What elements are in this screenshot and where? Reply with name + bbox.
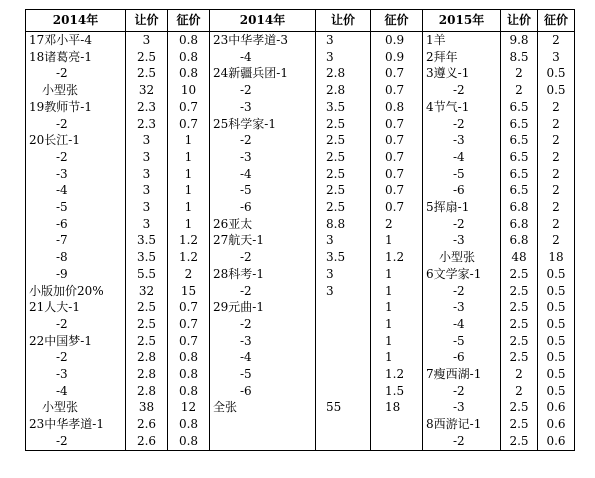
stamp-name-cell: 23中华孝道-3 xyxy=(210,32,316,49)
stamp-name-cell: 18诸葛亮-1 xyxy=(26,49,126,66)
stamp-name-cell: 1羊 xyxy=(423,32,501,49)
stamp-name-cell: 22中国梦-1 xyxy=(26,333,126,350)
wanted-price-cell: 0.5 xyxy=(538,366,575,383)
table-row xyxy=(26,349,575,366)
table-row xyxy=(26,399,575,416)
table-row xyxy=(26,149,575,166)
stamp-name-cell: -3 xyxy=(210,333,316,350)
stamp-name-cell: -2 xyxy=(26,316,126,333)
offer-price-cell: 2.5 xyxy=(126,316,168,333)
offer-price-cell: 2.5 xyxy=(501,349,538,366)
stamp-name-cell: -3 xyxy=(423,299,501,316)
offer-price-cell: 2.6 xyxy=(126,433,168,450)
table-row xyxy=(26,199,575,216)
table-row xyxy=(26,283,575,300)
offer-price-cell xyxy=(316,349,371,366)
offer-price-cell: 3 xyxy=(126,132,168,149)
offer-price-cell: 6.8 xyxy=(501,199,538,216)
offer-price-cell: 3 xyxy=(126,199,168,216)
stamp-name-cell: 5挥扇-1 xyxy=(423,199,501,216)
stamp-name-cell: 8西游记-1 xyxy=(423,416,501,433)
wanted-price-cell: 0.9 xyxy=(371,49,423,66)
wanted-price-cell: 0.8 xyxy=(168,65,210,82)
wanted-price-cell: 0.6 xyxy=(538,399,575,416)
stamp-name-cell: -2 xyxy=(26,65,126,82)
wanted-price-cell: 1 xyxy=(168,132,210,149)
offer-price-cell: 2.6 xyxy=(126,416,168,433)
offer-price-cell xyxy=(316,366,371,383)
wanted-price-cell: 2 xyxy=(538,116,575,133)
wanted-price-cell: 0.7 xyxy=(168,333,210,350)
wanted-price-cell: 1 xyxy=(371,299,423,316)
stamp-name-cell: -4 xyxy=(210,166,316,183)
stamp-name-cell: -8 xyxy=(26,249,126,266)
wanted-price-cell: 0.7 xyxy=(371,182,423,199)
offer-price-cell: 8.8 xyxy=(316,216,371,233)
table-row xyxy=(26,232,575,249)
offer-price-cell: 3 xyxy=(126,216,168,233)
stamp-name-cell: 2拜年 xyxy=(423,49,501,66)
offer-price-cell: 2.8 xyxy=(316,82,371,99)
offer-price-header: 让价 xyxy=(501,10,538,32)
wanted-price-cell: 0.5 xyxy=(538,65,575,82)
stamp-name-cell: -3 xyxy=(423,232,501,249)
wanted-price-header: 征价 xyxy=(538,10,575,32)
stamp-name-cell: 21人大-1 xyxy=(26,299,126,316)
table-row xyxy=(26,316,575,333)
wanted-price-cell: 1 xyxy=(168,182,210,199)
wanted-price-cell: 0.7 xyxy=(168,299,210,316)
wanted-price-cell: 0.7 xyxy=(168,316,210,333)
offer-price-cell xyxy=(316,416,371,433)
offer-price-cell: 38 xyxy=(126,399,168,416)
wanted-price-cell: 2 xyxy=(538,232,575,249)
stamp-name-cell: 6文学家-1 xyxy=(423,266,501,283)
offer-price-cell: 2.5 xyxy=(316,166,371,183)
offer-price-cell xyxy=(316,316,371,333)
stamp-name-cell: 小型张 xyxy=(26,399,126,416)
offer-price-cell xyxy=(316,433,371,450)
stamp-name-cell: -9 xyxy=(26,266,126,283)
stamp-name-cell: 3遵义-1 xyxy=(423,65,501,82)
wanted-price-cell: 0.8 xyxy=(168,49,210,66)
wanted-price-cell: 0.7 xyxy=(371,132,423,149)
wanted-price-cell: 2 xyxy=(538,166,575,183)
wanted-price-cell: 0.8 xyxy=(168,416,210,433)
offer-price-cell: 6.5 xyxy=(501,182,538,199)
stamp-name-cell: 17邓小平-4 xyxy=(26,32,126,49)
wanted-price-cell: 0.5 xyxy=(538,316,575,333)
offer-price-cell: 32 xyxy=(126,82,168,99)
offer-price-cell: 2.5 xyxy=(501,316,538,333)
stamp-name-cell: -2 xyxy=(210,82,316,99)
offer-price-cell: 2.5 xyxy=(316,182,371,199)
offer-price-cell: 3 xyxy=(316,283,371,300)
wanted-price-cell: 0.5 xyxy=(538,349,575,366)
stamp-name-cell: -2 xyxy=(423,383,501,400)
stamp-name-cell: -6 xyxy=(210,199,316,216)
stamp-name-cell: -2 xyxy=(210,132,316,149)
stamp-name-cell: -2 xyxy=(210,249,316,266)
wanted-price-cell: 2 xyxy=(168,266,210,283)
offer-price-cell: 3.5 xyxy=(316,249,371,266)
wanted-price-cell: 0.7 xyxy=(371,166,423,183)
offer-price-cell: 3 xyxy=(126,149,168,166)
wanted-price-cell: 0.9 xyxy=(371,32,423,49)
table-row xyxy=(26,433,575,450)
wanted-price-cell: 1.2 xyxy=(371,366,423,383)
stamp-name-cell: -3 xyxy=(26,366,126,383)
wanted-price-cell: 12 xyxy=(168,399,210,416)
wanted-price-cell: 1.2 xyxy=(168,249,210,266)
stamp-name-cell: -2 xyxy=(423,433,501,450)
offer-price-cell: 6.5 xyxy=(501,116,538,133)
offer-price-cell: 3 xyxy=(316,32,371,49)
stamp-name-cell: 小型张 xyxy=(423,249,501,266)
offer-price-cell: 2 xyxy=(501,366,538,383)
wanted-price-cell: 0.8 xyxy=(168,32,210,49)
stamp-name-cell: -4 xyxy=(210,349,316,366)
wanted-price-cell: 0.8 xyxy=(371,99,423,116)
stamp-name-cell: -2 xyxy=(210,283,316,300)
year-header-2014-b: 2014年 xyxy=(210,10,316,32)
stamp-price-table xyxy=(25,9,575,451)
stamp-name-cell: -3 xyxy=(210,99,316,116)
stamp-name-cell: -2 xyxy=(423,116,501,133)
offer-price-cell: 6.5 xyxy=(501,132,538,149)
offer-price-cell: 6.8 xyxy=(501,216,538,233)
wanted-price-cell: 0.5 xyxy=(538,383,575,400)
table-row xyxy=(26,99,575,116)
wanted-price-header: 征价 xyxy=(371,10,423,32)
stamp-name-cell: -6 xyxy=(423,349,501,366)
stamp-name-cell: -3 xyxy=(423,132,501,149)
stamp-name-cell: -5 xyxy=(26,199,126,216)
offer-price-cell: 32 xyxy=(126,283,168,300)
wanted-price-cell: 1.2 xyxy=(168,232,210,249)
offer-price-cell: 2.5 xyxy=(501,416,538,433)
offer-price-cell xyxy=(316,383,371,400)
offer-price-cell: 2.5 xyxy=(126,333,168,350)
stamp-name-cell: -6 xyxy=(26,216,126,233)
table-row xyxy=(26,65,575,82)
stamp-name-cell: -2 xyxy=(423,283,501,300)
offer-price-cell: 2.8 xyxy=(126,349,168,366)
offer-price-cell: 2.8 xyxy=(126,366,168,383)
wanted-price-cell: 2 xyxy=(538,216,575,233)
wanted-price-cell: 2 xyxy=(538,182,575,199)
offer-price-cell: 2.5 xyxy=(501,266,538,283)
stamp-name-cell: -5 xyxy=(210,366,316,383)
stamp-name-cell: 25科学家-1 xyxy=(210,116,316,133)
offer-price-cell: 3.5 xyxy=(316,99,371,116)
offer-price-cell: 2.5 xyxy=(501,399,538,416)
stamp-name-cell: -2 xyxy=(423,82,501,99)
offer-price-cell: 3 xyxy=(126,32,168,49)
stamp-name-cell: 23中华孝道-1 xyxy=(26,416,126,433)
offer-price-cell: 2.5 xyxy=(316,149,371,166)
year-header-2015: 2015年 xyxy=(423,10,501,32)
offer-price-cell: 2 xyxy=(501,383,538,400)
header-row xyxy=(26,10,575,32)
wanted-price-cell: 18 xyxy=(371,399,423,416)
stamp-name-cell: -5 xyxy=(423,333,501,350)
wanted-price-cell: 2 xyxy=(538,32,575,49)
stamp-name-cell: -2 xyxy=(26,433,126,450)
offer-price-cell: 2 xyxy=(501,65,538,82)
stamp-name-cell: -3 xyxy=(26,166,126,183)
stamp-name-cell: -3 xyxy=(210,149,316,166)
offer-price-cell: 3.5 xyxy=(126,249,168,266)
stamp-name-cell: -5 xyxy=(210,182,316,199)
stamp-name-cell: 26亚太 xyxy=(210,216,316,233)
table-row xyxy=(26,366,575,383)
wanted-price-cell: 0.8 xyxy=(168,433,210,450)
wanted-price-cell: 2 xyxy=(538,132,575,149)
offer-price-cell: 9.8 xyxy=(501,32,538,49)
wanted-price-cell: 0.6 xyxy=(538,416,575,433)
wanted-price-cell: 1 xyxy=(371,333,423,350)
wanted-price-cell: 10 xyxy=(168,82,210,99)
wanted-price-cell: 1 xyxy=(371,316,423,333)
wanted-price-cell: 0.5 xyxy=(538,283,575,300)
wanted-price-cell: 2 xyxy=(538,199,575,216)
offer-price-cell: 2.5 xyxy=(501,433,538,450)
table-row xyxy=(26,132,575,149)
wanted-price-cell: 1 xyxy=(168,216,210,233)
wanted-price-cell: 0.8 xyxy=(168,383,210,400)
wanted-price-cell: 0.7 xyxy=(371,116,423,133)
stamp-name-cell: -4 xyxy=(26,182,126,199)
offer-price-cell: 6.5 xyxy=(501,149,538,166)
stamp-name-cell: -3 xyxy=(423,399,501,416)
offer-price-cell: 6.5 xyxy=(501,166,538,183)
stamp-name-cell xyxy=(210,416,316,433)
stamp-name-cell: -2 xyxy=(423,216,501,233)
wanted-price-cell: 1.2 xyxy=(371,249,423,266)
offer-price-cell: 55 xyxy=(316,399,371,416)
offer-price-cell: 6.8 xyxy=(501,232,538,249)
table-row xyxy=(26,416,575,433)
offer-price-cell: 2.5 xyxy=(126,49,168,66)
wanted-price-cell: 15 xyxy=(168,283,210,300)
wanted-price-cell: 0.5 xyxy=(538,266,575,283)
stamp-name-cell: -4 xyxy=(423,316,501,333)
wanted-price-cell: 0.5 xyxy=(538,82,575,99)
stamp-name-cell: 19教师节-1 xyxy=(26,99,126,116)
wanted-price-cell: 0.7 xyxy=(371,82,423,99)
offer-price-cell xyxy=(316,333,371,350)
offer-price-cell: 5.5 xyxy=(126,266,168,283)
stamp-name-cell: -2 xyxy=(210,316,316,333)
wanted-price-cell: 2 xyxy=(371,216,423,233)
wanted-price-cell: 3 xyxy=(538,49,575,66)
offer-price-cell xyxy=(316,299,371,316)
stamp-name-cell: 全张 xyxy=(210,399,316,416)
table-row xyxy=(26,299,575,316)
offer-price-cell: 3 xyxy=(316,49,371,66)
table-row xyxy=(26,32,575,49)
stamp-name-cell: -4 xyxy=(210,49,316,66)
stamp-name-cell: -2 xyxy=(26,349,126,366)
stamp-name-cell: -6 xyxy=(423,182,501,199)
offer-price-cell: 3 xyxy=(316,232,371,249)
wanted-price-cell xyxy=(371,433,423,450)
table-row xyxy=(26,216,575,233)
table-row xyxy=(26,333,575,350)
offer-price-cell: 8.5 xyxy=(501,49,538,66)
offer-price-cell: 2 xyxy=(501,82,538,99)
wanted-price-cell: 1 xyxy=(371,283,423,300)
stamp-name-cell: 20长江-1 xyxy=(26,132,126,149)
wanted-price-cell: 0.8 xyxy=(168,366,210,383)
stamp-name-cell: -5 xyxy=(423,166,501,183)
stamp-name-cell: 小型张 xyxy=(26,82,126,99)
offer-price-cell: 48 xyxy=(501,249,538,266)
offer-price-cell: 2.5 xyxy=(501,283,538,300)
stamp-name-cell: 27航天-1 xyxy=(210,232,316,249)
offer-price-cell: 2.8 xyxy=(126,383,168,400)
table-row xyxy=(26,383,575,400)
stamp-name-cell: -4 xyxy=(423,149,501,166)
wanted-price-cell: 0.5 xyxy=(538,299,575,316)
year-header-2014-a: 2014年 xyxy=(26,10,126,32)
offer-price-cell: 2.8 xyxy=(316,65,371,82)
wanted-price-cell: 1.5 xyxy=(371,383,423,400)
offer-price-cell: 2.3 xyxy=(126,99,168,116)
wanted-price-cell: 0.7 xyxy=(371,199,423,216)
stamp-name-cell: -2 xyxy=(26,116,126,133)
stamp-name-cell: -2 xyxy=(26,149,126,166)
stamp-name-cell: -7 xyxy=(26,232,126,249)
offer-price-cell: 2.5 xyxy=(126,299,168,316)
table-row xyxy=(26,116,575,133)
wanted-price-cell: 1 xyxy=(371,349,423,366)
offer-price-cell: 2.5 xyxy=(126,65,168,82)
offer-price-cell: 2.5 xyxy=(501,333,538,350)
offer-price-cell: 2.5 xyxy=(316,132,371,149)
offer-price-cell: 3 xyxy=(316,266,371,283)
stamp-name-cell: 24新疆兵团-1 xyxy=(210,65,316,82)
wanted-price-cell: 0.7 xyxy=(371,65,423,82)
wanted-price-cell: 0.6 xyxy=(538,433,575,450)
table-row xyxy=(26,49,575,66)
offer-price-cell: 2.5 xyxy=(316,116,371,133)
wanted-price-cell: 1 xyxy=(168,166,210,183)
stamp-name-cell: 7瘦西湖-1 xyxy=(423,366,501,383)
wanted-price-cell: 1 xyxy=(168,199,210,216)
stamp-name-cell: 小版加价20% xyxy=(26,283,126,300)
stamp-name-cell: 29元曲-1 xyxy=(210,299,316,316)
wanted-price-cell: 0.7 xyxy=(371,149,423,166)
offer-price-cell: 2.5 xyxy=(316,199,371,216)
offer-price-cell: 2.3 xyxy=(126,116,168,133)
wanted-price-cell: 1 xyxy=(371,266,423,283)
wanted-price-cell: 1 xyxy=(168,149,210,166)
table-body xyxy=(26,32,575,451)
table-row xyxy=(26,182,575,199)
wanted-price-cell: 0.5 xyxy=(538,333,575,350)
stamp-name-cell: 28科考-1 xyxy=(210,266,316,283)
wanted-price-cell: 1 xyxy=(371,232,423,249)
table-row xyxy=(26,82,575,99)
stamp-name-cell xyxy=(210,433,316,450)
stamp-name-cell: -4 xyxy=(26,383,126,400)
offer-price-header: 让价 xyxy=(126,10,168,32)
wanted-price-cell: 0.7 xyxy=(168,99,210,116)
stamp-name-cell: 4节气-1 xyxy=(423,99,501,116)
offer-price-cell: 2.5 xyxy=(501,299,538,316)
wanted-price-cell: 2 xyxy=(538,149,575,166)
offer-price-header: 让价 xyxy=(316,10,371,32)
table-row xyxy=(26,249,575,266)
offer-price-cell: 3.5 xyxy=(126,232,168,249)
wanted-price-cell: 2 xyxy=(538,99,575,116)
wanted-price-cell: 0.8 xyxy=(168,349,210,366)
wanted-price-cell: 0.7 xyxy=(168,116,210,133)
offer-price-cell: 3 xyxy=(126,182,168,199)
wanted-price-cell: 18 xyxy=(538,249,575,266)
table-row xyxy=(26,266,575,283)
table-row xyxy=(26,166,575,183)
stamp-name-cell: -6 xyxy=(210,383,316,400)
wanted-price-cell xyxy=(371,416,423,433)
wanted-price-header: 征价 xyxy=(168,10,210,32)
offer-price-cell: 6.5 xyxy=(501,99,538,116)
offer-price-cell: 3 xyxy=(126,166,168,183)
